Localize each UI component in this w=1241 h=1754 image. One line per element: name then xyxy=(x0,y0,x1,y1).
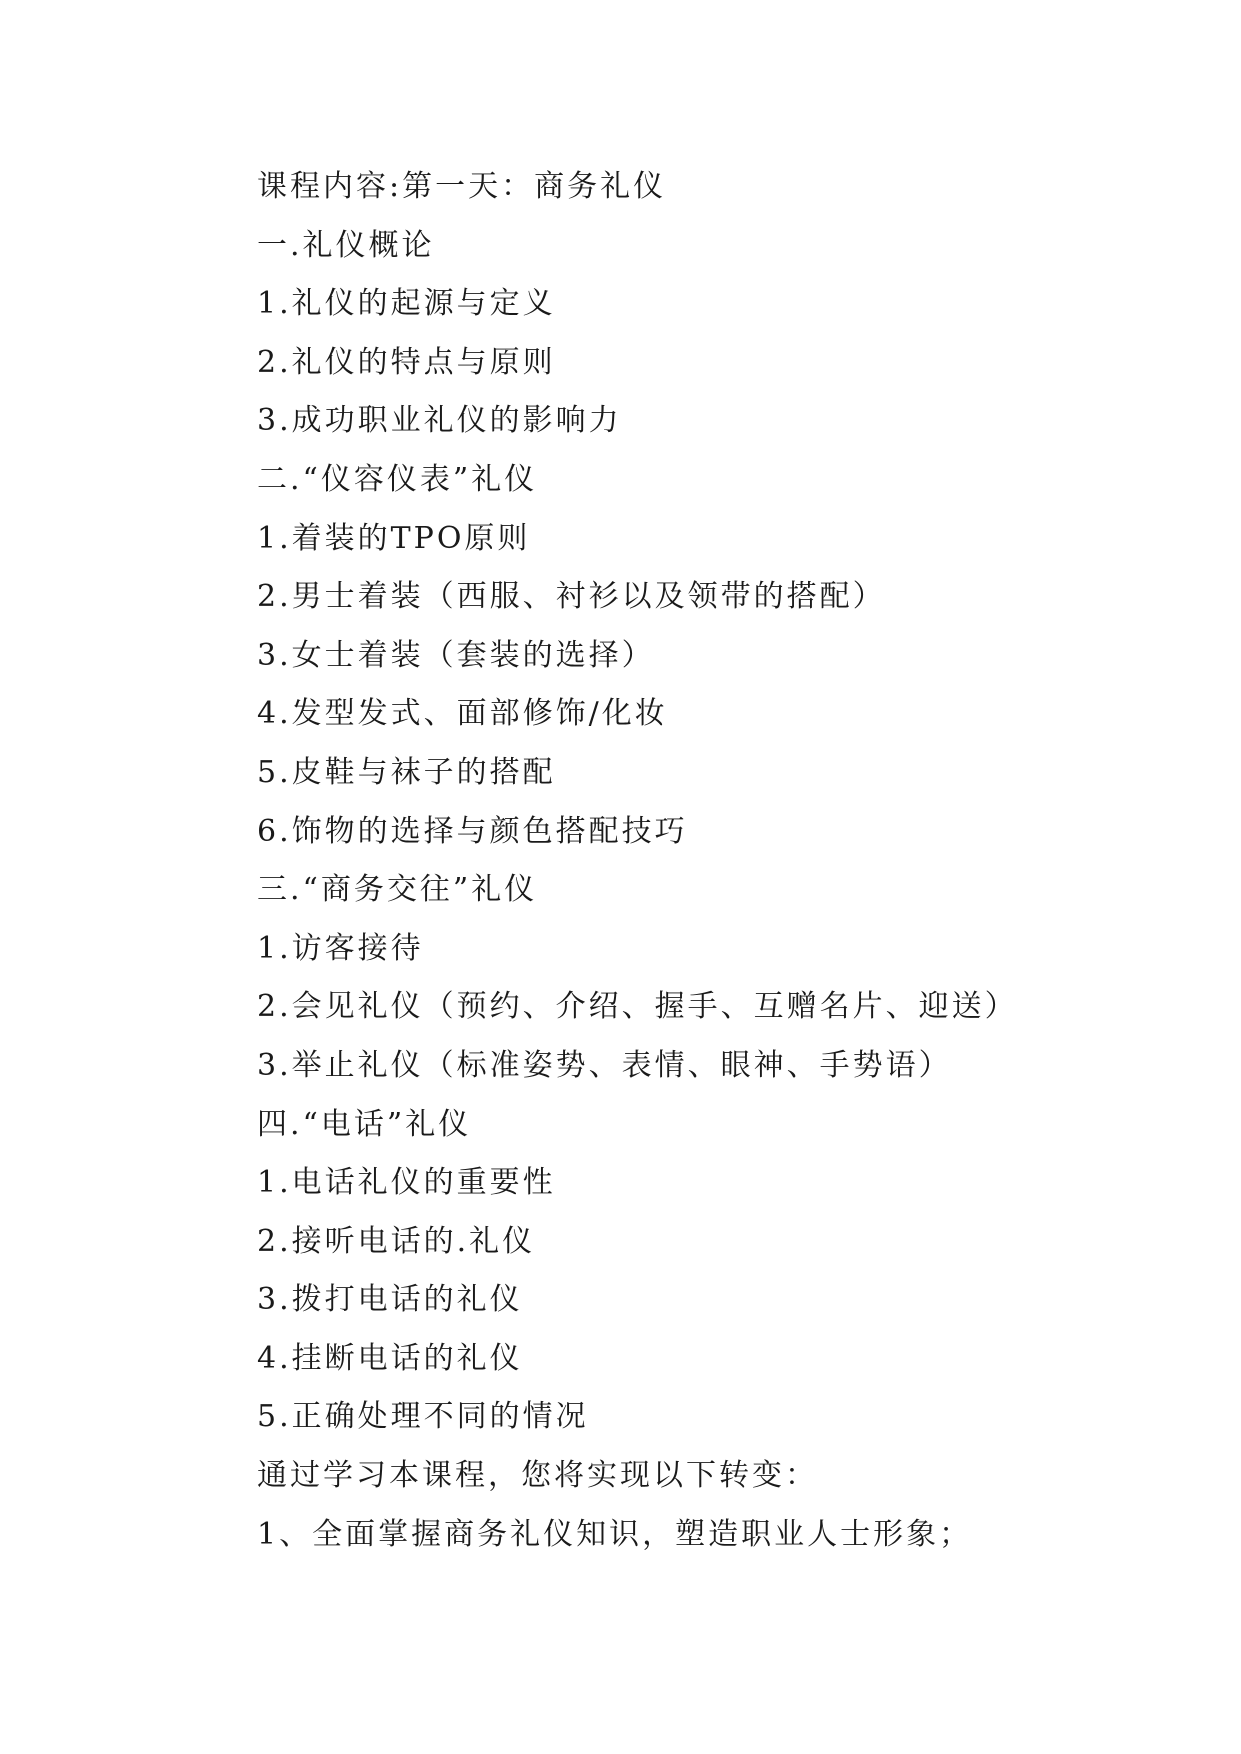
document-body xyxy=(257,158,1157,1564)
outcome-intro: 通过学习本课程，您将实现以下转变： xyxy=(257,1458,818,1494)
section-heading: 一.礼仪概论 xyxy=(257,227,435,263)
list-item: 1.电话礼仪的重要性 xyxy=(257,1165,556,1201)
list-item: 4.发型发式、面部修饰/化妆 xyxy=(257,696,668,732)
list-item: 3.女士着装（套装的选择） xyxy=(257,637,655,673)
list-item: 1.着装的TPO原则 xyxy=(257,520,531,556)
list-item: 1.访客接待 xyxy=(257,930,424,966)
list-item: 2.礼仪的特点与原则 xyxy=(257,344,556,380)
section-heading: 三.“商务交往”礼仪 xyxy=(257,872,538,908)
list-item: 4.挂断电话的礼仪 xyxy=(257,1340,523,1376)
list-item: 2.会见礼仪（预约、介绍、握手、互赠名片、迎送） xyxy=(257,989,1018,1025)
list-item: 3.拨打电话的礼仪 xyxy=(257,1282,523,1318)
list-item: 6.饰物的选择与颜色搭配技巧 xyxy=(257,813,688,849)
section-heading: 四.“电话”礼仪 xyxy=(257,1106,472,1142)
list-item: 2.接听电话的.礼仪 xyxy=(257,1223,536,1259)
section-heading: 二.“仪容仪表”礼仪 xyxy=(257,461,538,497)
list-item: 5.皮鞋与袜子的搭配 xyxy=(257,754,556,790)
list-item: 5.正确处理不同的情况 xyxy=(257,1399,589,1435)
list-item: 3.成功职业礼仪的影响力 xyxy=(257,403,622,439)
list-item: 1.礼仪的起源与定义 xyxy=(257,286,556,322)
list-item: 2.男士着装（西服、衬衫以及领带的搭配） xyxy=(257,579,886,615)
course-heading: 课程内容:第一天：商务礼仪 xyxy=(257,169,667,204)
list-item: 3.举止礼仪（标准姿势、表情、眼神、手势语） xyxy=(257,1047,952,1083)
outcome-item: 1、全面掌握商务礼仪知识，塑造职业人士形象； xyxy=(257,1516,973,1552)
